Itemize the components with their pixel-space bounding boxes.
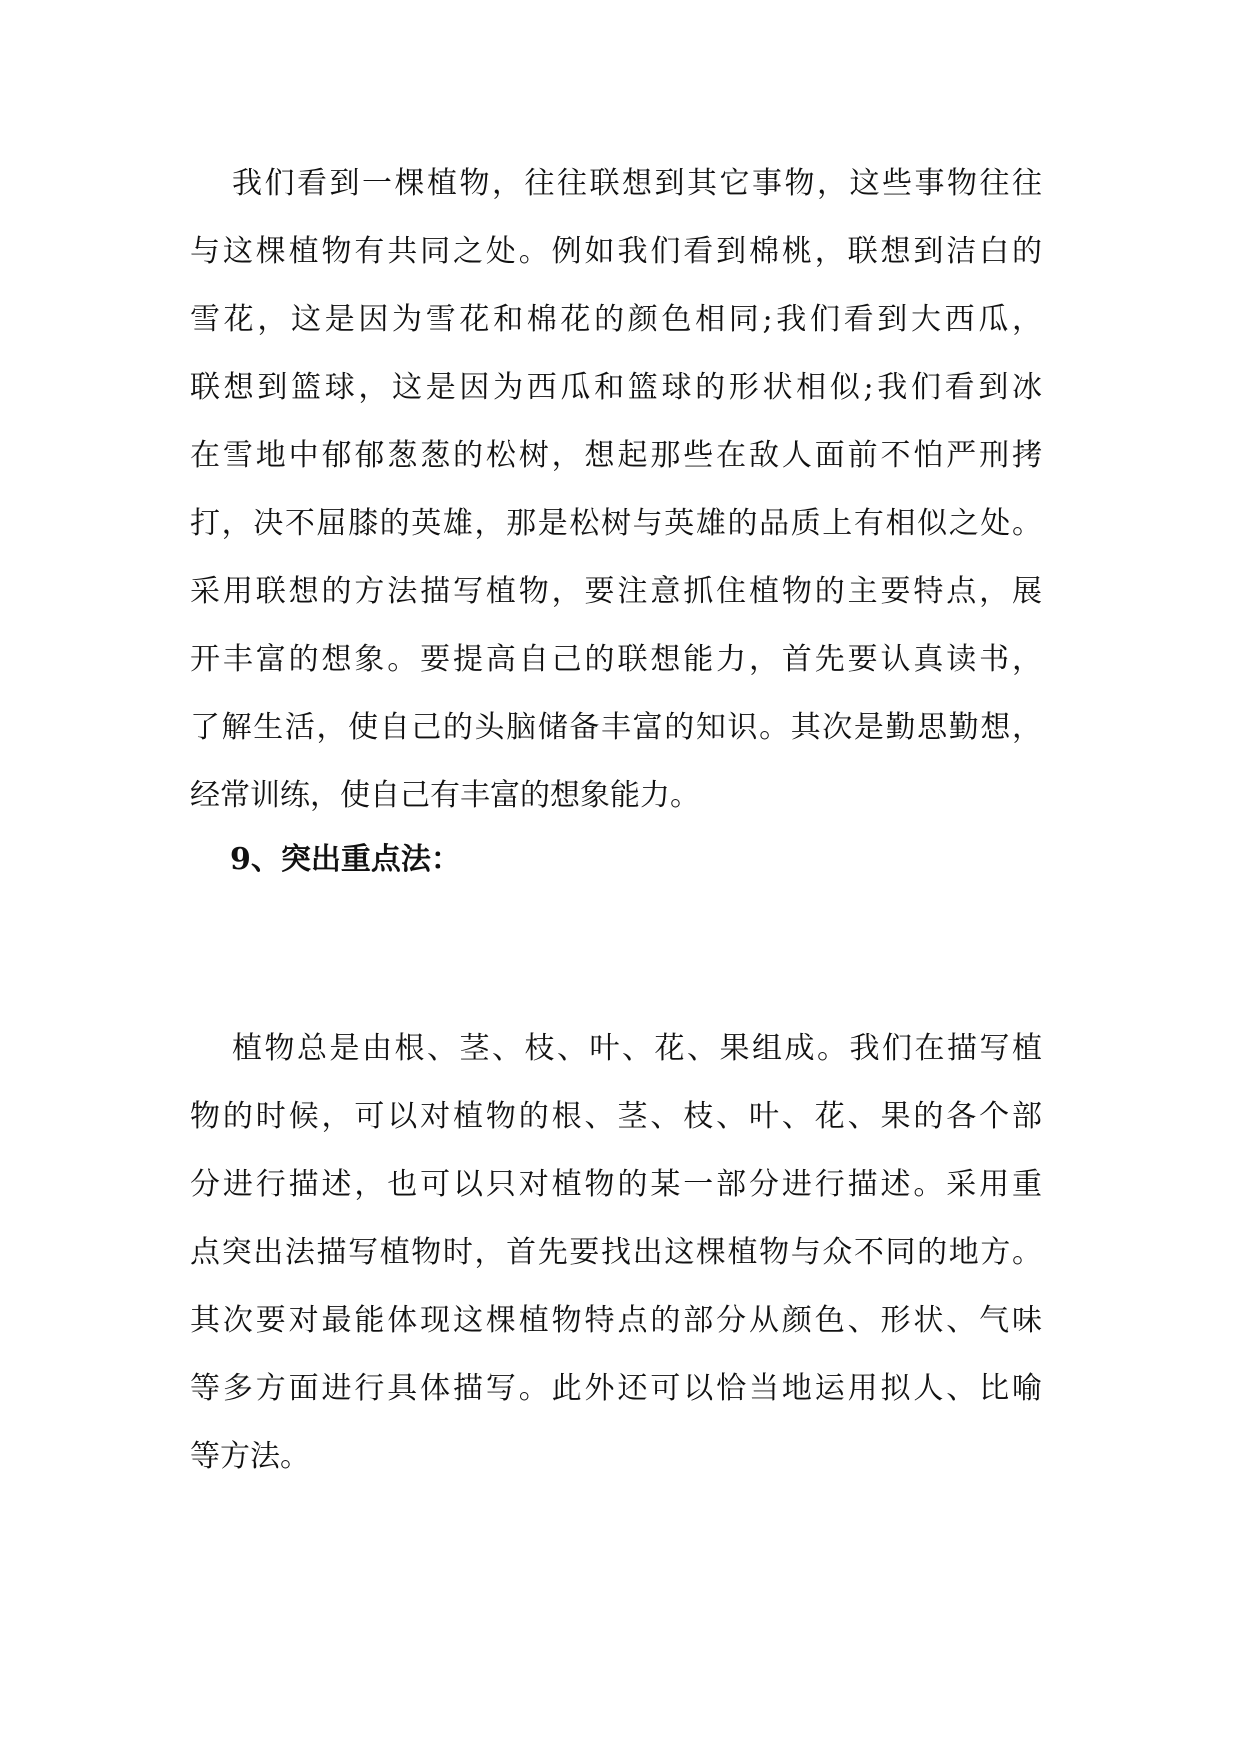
paragraph-line: 经常训练，使自己有丰富的想象能力。 bbox=[190, 778, 700, 813]
paragraph-line: 点突出法描写植物时，首先要找出这棵植物与众不同的地方。 bbox=[190, 1235, 1042, 1270]
paragraph-line: 等方法。 bbox=[190, 1439, 310, 1474]
paragraph-line: 开丰富的想象。要提高自己的联想能力，首先要认真读书， bbox=[190, 642, 1042, 677]
paragraph-line: 了解生活，使自己的头脑储备丰富的知识。其次是勤思勤想， bbox=[190, 710, 1042, 745]
paragraph-line: 等多方面进行具体描写。此外还可以恰当地运用拟人、比喻 bbox=[190, 1371, 1042, 1406]
paragraph-line: 植物总是由根、茎、枝、叶、花、果组成。我们在描写植 bbox=[232, 1031, 1042, 1066]
paragraph-line: 其次要对最能体现这棵植物特点的部分从颜色、形状、气味 bbox=[190, 1303, 1042, 1338]
paragraph-line: 打，决不屈膝的英雄，那是松树与英雄的品质上有相似之处。 bbox=[190, 506, 1042, 541]
paragraph-line: 在雪地中郁郁葱葱的松树，想起那些在敌人面前不怕严刑拷 bbox=[190, 438, 1042, 473]
paragraph-line: 分进行描述，也可以只对植物的某一部分进行描述。采用重 bbox=[190, 1167, 1042, 1202]
section-heading: 9、突出重点法： bbox=[230, 842, 461, 877]
paragraph-line: 采用联想的方法描写植物，要注意抓住植物的主要特点，展 bbox=[190, 574, 1042, 609]
paragraph-line: 联想到篮球，这是因为西瓜和篮球的形状相似;我们看到冰 bbox=[190, 370, 1042, 405]
paragraph-line: 雪花，这是因为雪花和棉花的颜色相同;我们看到大西瓜， bbox=[190, 302, 1042, 337]
paragraph-line: 我们看到一棵植物，往往联想到其它事物，这些事物往往 bbox=[232, 166, 1042, 201]
paragraph-line: 物的时候，可以对植物的根、茎、枝、叶、花、果的各个部 bbox=[190, 1099, 1042, 1134]
paragraph-line: 与这棵植物有共同之处。例如我们看到棉桃，联想到洁白的 bbox=[190, 234, 1042, 269]
